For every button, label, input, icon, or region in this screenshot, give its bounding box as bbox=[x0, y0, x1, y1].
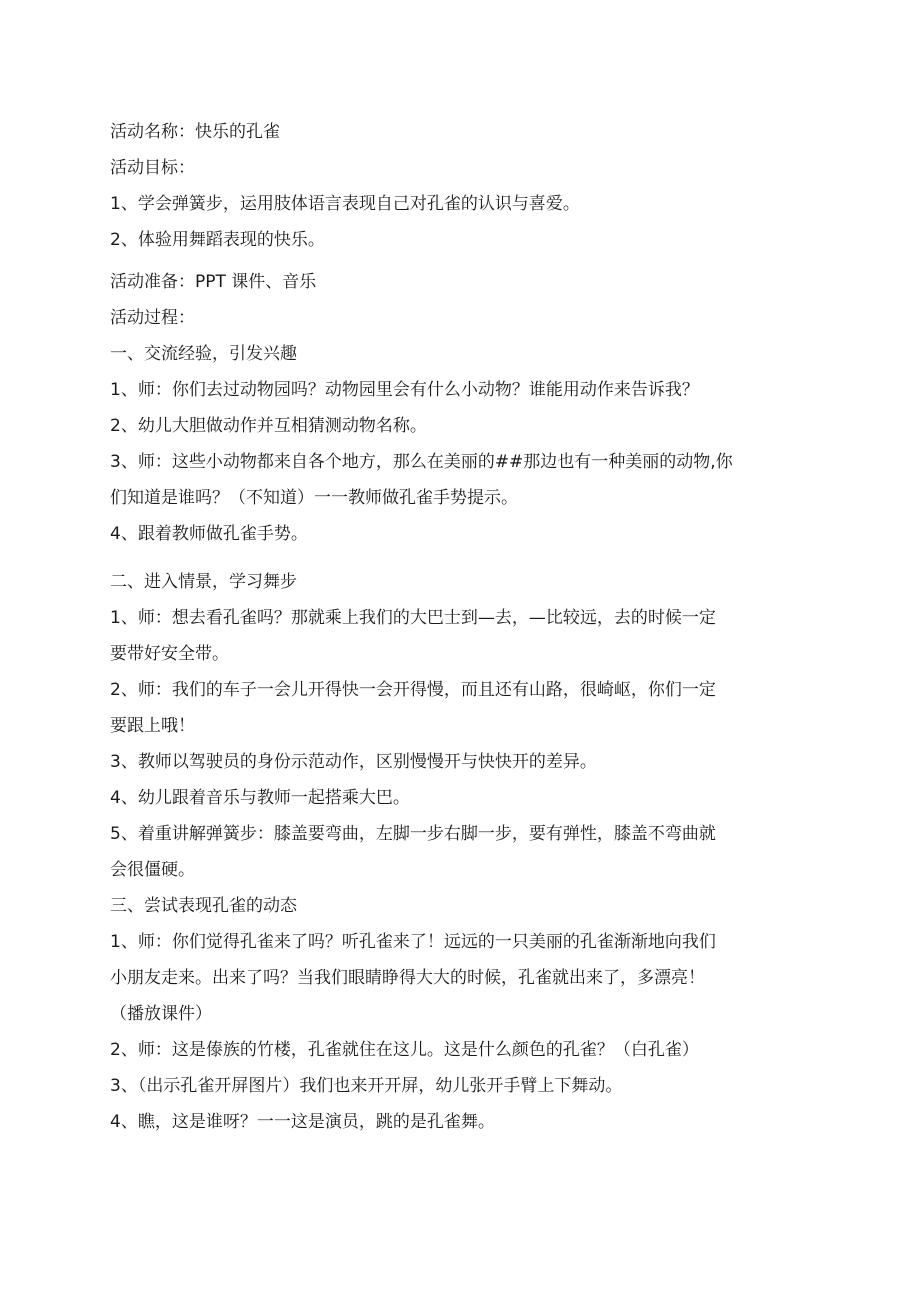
section2-item-2: 2、师：我们的车子一会儿开得快一会开得慢，而且还有山路，很崎岖，你们一定 bbox=[110, 680, 716, 700]
section3-item-1-cont: 小朋友走来。出来了吗？当我们眼睛睁得大大的时候，孔雀就出来了，多漂亮！ bbox=[110, 968, 705, 988]
section1-item-2: 2、幼儿大胆做动作并互相猜测动物名称。 bbox=[110, 416, 427, 436]
section1-item-1: 1、师：你们去过动物园吗？动物园里会有什么小动物？谁能用动作来告诉我？ bbox=[110, 380, 699, 400]
section3-item-3: 3、（出示孔雀开屏图片）我们也来开开屏，幼儿张开手臂上下舞动。 bbox=[110, 1076, 623, 1096]
section2-item-4: 4、幼儿跟着音乐与教师一起搭乘大巴。 bbox=[110, 788, 410, 808]
section1-item-3-cont: 们知道是谁吗？（不知道）一一教师做孔雀手势提示。 bbox=[110, 488, 518, 508]
document-body bbox=[110, 114, 800, 1140]
activity-process-heading: 活动过程： bbox=[110, 308, 195, 328]
section-heading-3: 三、尝试表现孔雀的动态 bbox=[110, 896, 297, 916]
section-heading-2: 二、进入情景，学习舞步 bbox=[110, 572, 297, 592]
section2-item-1: 1、师：想去看孔雀吗？那就乘上我们的大巴士到—去，—比较远，去的时候一定 bbox=[110, 608, 716, 628]
activity-preparation: 活动准备：PPT 课件、音乐 bbox=[110, 272, 317, 292]
section2-item-3: 3、教师以驾驶员的身份示范动作，区别慢慢开与快快开的差异。 bbox=[110, 752, 597, 772]
section2-item-5: 5、着重讲解弹簧步：膝盖要弯曲，左脚一步右脚一步，要有弹性，膝盖不弯曲就 bbox=[110, 824, 716, 844]
section2-item-2-cont: 要跟上哦！ bbox=[110, 716, 195, 736]
section2-item-5-cont: 会很僵硬。 bbox=[110, 860, 195, 880]
activity-goals-heading: 活动目标： bbox=[110, 158, 195, 178]
section3-item-1: 1、师：你们觉得孔雀来了吗？听孔雀来了！远远的一只美丽的孔雀渐渐地向我们 bbox=[110, 932, 716, 952]
section3-item-4: 4、瞧，这是谁呀？一一这是演员，跳的是孔雀舞。 bbox=[110, 1112, 495, 1132]
section-heading-1: 一、交流经验，引发兴趣 bbox=[110, 344, 297, 364]
goal-item-1: 1、学会弹簧步，运用肢体语言表现自己对孔雀的认识与喜爱。 bbox=[110, 194, 580, 214]
section3-item-1-cont2: （播放课件） bbox=[110, 1004, 212, 1024]
activity-name: 活动名称：快乐的孔雀 bbox=[110, 122, 280, 142]
goal-item-2: 2、体验用舞蹈表现的快乐。 bbox=[110, 230, 325, 250]
section2-item-1-cont: 要带好安全带。 bbox=[110, 644, 229, 664]
section1-item-3: 3、师：这些小动物都来自各个地方，那么在美丽的##那边也有一种美丽的动物,你 bbox=[110, 452, 733, 472]
section3-item-2: 2、师：这是傣族的竹楼，孔雀就住在这儿。这是什么颜色的孔雀？（白孔雀） bbox=[110, 1040, 699, 1060]
section1-item-4: 4、跟着教师做孔雀手势。 bbox=[110, 524, 308, 544]
